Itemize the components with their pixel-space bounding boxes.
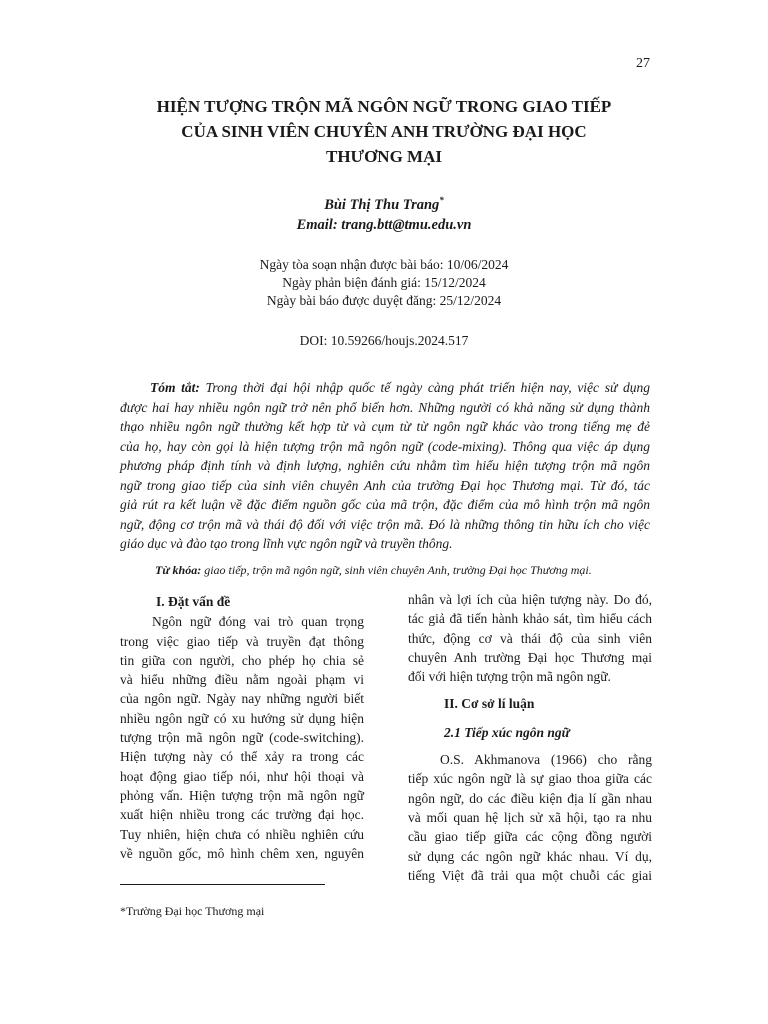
body-line: tiếp xúc ngôn ngữ là sự giao thoa giữa các <box>408 771 652 787</box>
article-title <box>110 94 658 169</box>
author-footnote-marker: * <box>439 195 444 205</box>
body-line: về nguồn gốc, mô hình chêm xen, nguyên <box>120 845 364 861</box>
body-line: tác giả đã tiến hành khảo sát, tìm hiểu cách <box>408 611 652 627</box>
body-line: đối với hiện tượng trộn mã ngôn ngữ. <box>408 669 611 685</box>
body-line: trong việc giao tiếp và truyền đạt thông <box>120 633 364 649</box>
body-line: nhiều ngôn ngữ có xu hướng sử dụng hiện <box>120 710 364 726</box>
body-line: sử dụng các ngôn ngữ khác nhau. Ví dụ, <box>408 848 652 864</box>
body-line: Hiện tượng này có thể xảy ra trong các <box>120 749 364 765</box>
title-line: CỦA SINH VIÊN CHUYÊN ANH TRƯỜNG ĐẠI HỌC <box>181 122 587 141</box>
page-number: 27 <box>636 56 650 71</box>
body-line: Ngôn ngữ đóng vai trò quan trọng <box>152 614 364 630</box>
submission-dates <box>110 256 658 310</box>
body-line: tiếng Việt đã trải qua một chuỗi các giai <box>408 867 652 883</box>
date-accepted: Ngày bài báo được duyệt đăng: 25/12/2024 <box>266 293 502 308</box>
body-line: chuyên Anh trường Đại học Thương mại <box>408 649 652 665</box>
abstract-line: được hai hay nhiều ngôn ngữ trở nên phổ biến hơn. Những người có khả năng sử dụng thành <box>120 399 650 415</box>
abstract-line: thạo nhiều ngôn ngữ thường kết hợp từ và cụm từ từ ngôn ngữ khác vào trong tiếng mẹ đẻ <box>120 419 650 434</box>
body-line: thức, động cơ và thái độ của sinh viên <box>408 630 652 646</box>
abstract-line: của họ, hay còn gọi là hiện tượng trộn mã ngôn ngữ (code-mixing). Thông qua việc áp dụng <box>120 438 650 454</box>
doi: DOI: 10.59266/houjs.2024.517 <box>299 333 469 348</box>
author-block <box>110 190 658 235</box>
subsection-heading-language-contact: 2.1 Tiếp xúc ngôn ngữ <box>444 724 570 740</box>
body-line: tin giữa con người, cho phép họ chia sẻ <box>120 652 364 668</box>
body-line: và mối quan hệ lịch sử xã hội, tạo ra nhu <box>408 809 652 825</box>
title-line: THƯƠNG MẠI <box>325 147 442 166</box>
left-column <box>120 592 364 863</box>
body-line: tượng trộn mã ngôn ngữ (code-switching). <box>120 730 364 746</box>
abstract-line <box>120 378 650 398</box>
body-line: cầu giao tiếp giữa các cộng đồng người <box>408 829 652 845</box>
abstract-line: ngữ trong giao tiếp của sinh viên chuyên Anh của trường Đại học Thương mại. Từ đó, tác <box>120 477 650 493</box>
author-name: Bùi Thị Thu Trang <box>324 196 440 213</box>
body-line: của ngôn ngữ. Ngày nay những người biết <box>120 691 364 707</box>
abstract-line: giả rút ra kết luận về đặc điểm nguồn gốc của mã trộn, đặc điểm của mô hình trộn mã ngôn <box>120 497 650 512</box>
body-line: phỏng vấn. Hiện tượng trộn mã ngôn ngữ <box>120 787 364 803</box>
right-column <box>408 590 652 885</box>
spacer <box>408 715 652 723</box>
date-received: Ngày tòa soạn nhận được bài báo: 10/06/2024 <box>259 257 509 272</box>
footnote-divider <box>120 884 325 885</box>
body-line: nhân và lợi ích của hiện tượng này. Do đó, <box>408 592 652 607</box>
abstract-text: Trong thời đại hội nhập quốc tế ngày càng phát triển hiện nay, việc sử dụng <box>199 380 650 395</box>
footnote: *Trường Đại học Thương mại <box>120 904 265 918</box>
author-email: Email: trang.btt@tmu.edu.vn <box>296 216 472 233</box>
abstract-line: ngữ, động cơ trộn mã và thái độ đối với việc trộn mã. Đó là những thông tin hữu ích cho việc <box>120 516 650 532</box>
title-line: HIỆN TƯỢNG TRỘN MÃ NGÔN NGỮ TRONG GIAO TIẾP <box>156 97 612 116</box>
abstract <box>120 378 650 554</box>
body-line: O.S. Akhmanova (1966) cho rằng <box>440 752 652 768</box>
abstract-line: giáo dục và đào tạo trong lĩnh vực ngôn ngữ và truyền thông. <box>120 536 453 551</box>
date-reviewed: Ngày phản biện đánh giá: 15/12/2024 <box>282 275 486 290</box>
body-line: xuất hiện nhiều trong các trường đại học. <box>120 807 364 823</box>
abstract-label: Tóm tắt: <box>150 380 200 395</box>
keywords <box>155 563 650 578</box>
keywords-label: Từ khóa: <box>155 563 202 577</box>
body-line: và hiểu những điều nằm ngoài phạm vi <box>120 672 364 688</box>
body-line: ngôn ngữ, do các điều kiện địa lí gần nhau <box>408 790 652 806</box>
section-heading-theory: II. Cơ sở lí luận <box>444 696 535 712</box>
body-line: hoạt động giao tiếp nói, như hội thoại và <box>120 768 364 784</box>
body-line: Tuy nhiên, hiện chưa có nhiều nghiên cứu <box>120 826 364 842</box>
abstract-line: phương pháp định tính và định lượng, nghiên cứu nhằm tìm hiểu hiện tượng trộn mã ngôn <box>120 458 650 473</box>
spacer <box>408 686 652 694</box>
section-heading-introduction: I. Đặt vấn đề <box>156 594 231 609</box>
keywords-text: giao tiếp, trộn mã ngôn ngữ, sinh viên chuyên Anh, trường Đại học Thương mại. <box>201 563 592 577</box>
spacer <box>408 742 652 750</box>
